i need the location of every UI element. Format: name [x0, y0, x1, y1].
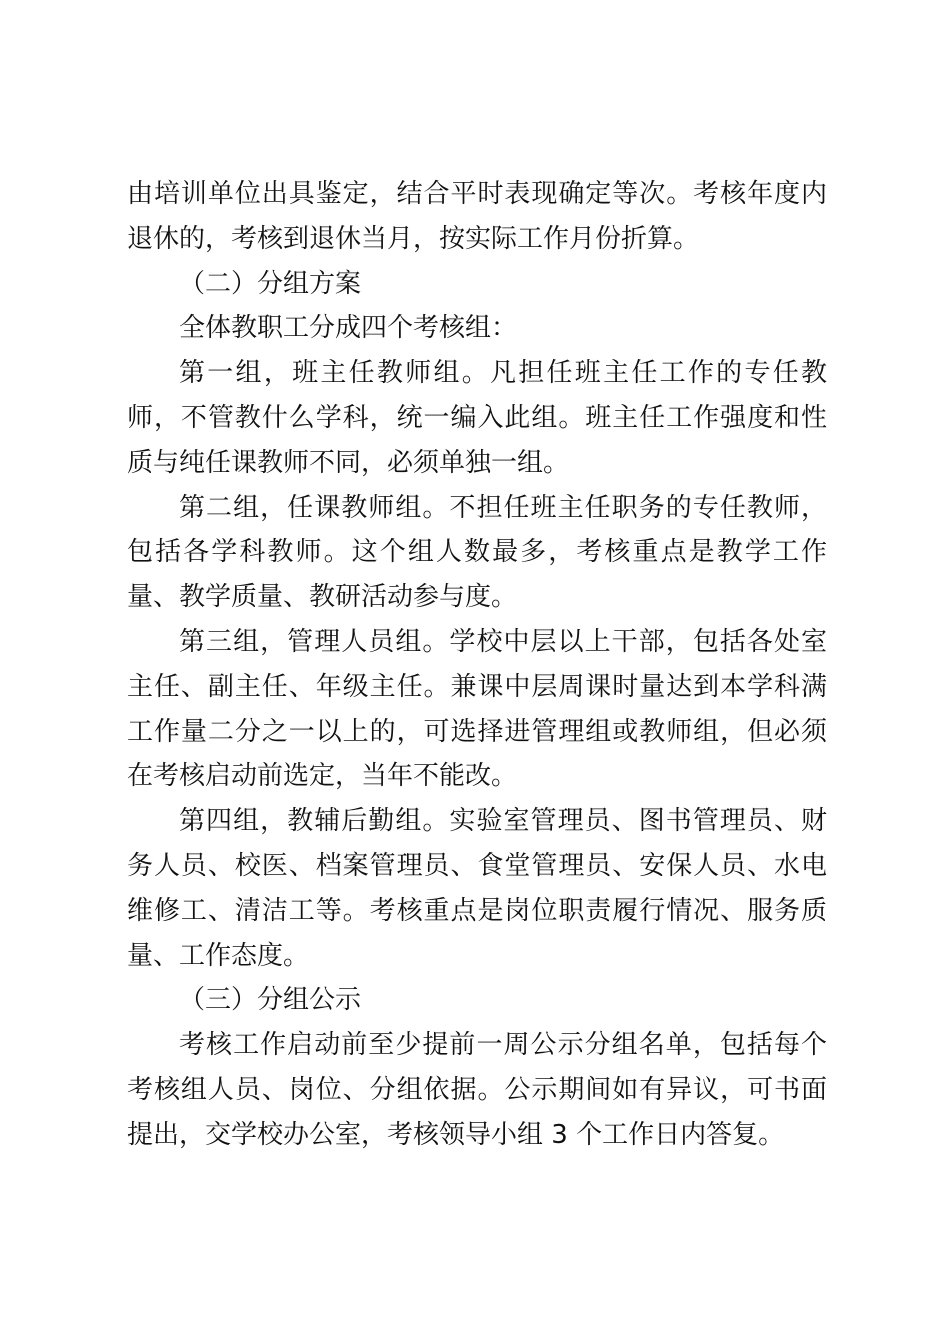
paragraph-group-four: 第四组，教辅后勤组。实验室管理员、图书管理员、财务人员、校医、档案管理员、食堂管理员、安保人员、水电维修工、清洁工等。考核重点是岗位职责履行情况、服务质量、工作态度。: [127, 806, 827, 971]
paragraph-intro-groups: 全体教职工分成四个考核组：: [179, 313, 518, 344]
paragraph-group-one: 第一组，班主任教师组。凡担任班主任工作的专任教师，不管教什么学科，统一编入此组。班主任工作强度和性质与纯任课教师不同，必须单独一组。: [127, 358, 827, 478]
document-body: [127, 172, 827, 1158]
paragraph-continuation: 由培训单位出具鉴定，结合平时表现确定等次。考核年度内退休的，考核到退休当月，按实际工作月份折算。: [127, 179, 827, 254]
paragraph-group-three: 第三组，管理人员组。学校中层以上干部，包括各处室主任、副主任、年级主任。兼课中层周课时量达到本学科满工作量二分之一以上的，可选择进管理组或教师组，但必须在考核启动前选定，当年不能改。: [127, 626, 827, 792]
section-heading-group-publicity: （三）分组公示: [179, 985, 362, 1016]
section-heading-grouping-plan: （二）分组方案: [179, 268, 362, 299]
paragraph-group-two: 第二组，任课教师组。不担任班主任职务的专任教师，包括各学科教师。这个组人数最多，考核重点是教学工作量、教学质量、教研活动参与度。: [127, 492, 827, 613]
paragraph-publicity: 考核工作启动前至少提前一周公示分组名单，包括每个考核组人员、岗位、分组依据。公示期间如有异议，可书面提出，交学校办公室，考核领导小组 3 个工作日内答复。: [127, 1030, 827, 1150]
